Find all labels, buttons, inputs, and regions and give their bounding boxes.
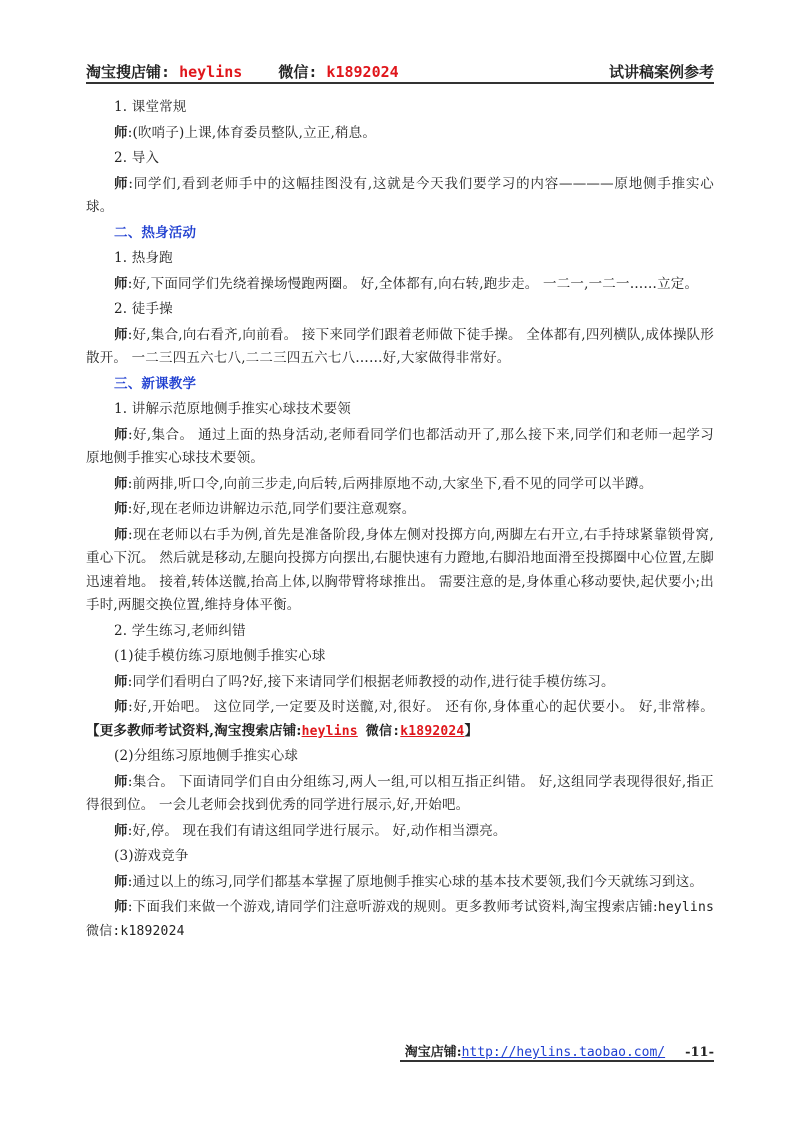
paragraph-text: :同学们看明白了吗?好,接下来请同学们根据老师教授的动作,进行徒手模仿练习。 (127, 673, 615, 690)
page-header (86, 56, 714, 84)
speaker: 师 (114, 175, 129, 192)
paragraph (86, 820, 714, 844)
paragraph (86, 122, 714, 146)
contact-tail: heylins 微信:k1892024 (86, 900, 714, 939)
paragraph: 2. 导入 (114, 150, 160, 166)
paragraph-text: :下面我们来做一个游戏,请同学们注意听游戏的规则。更多教师考试资料,淘宝搜索店铺: (127, 899, 658, 915)
paragraph: 1. 热身跑 (114, 250, 173, 266)
paragraph: (1)徒手模仿练习原地侧手推实心球 (114, 648, 326, 664)
page-number: -11- (685, 1045, 714, 1060)
paragraph (86, 324, 714, 371)
speaker: 师 (114, 124, 128, 141)
page-footer (400, 1038, 714, 1062)
speaker: 师 (114, 873, 128, 890)
speaker: 师 (114, 822, 128, 839)
paragraph-text: :(吹哨子)上课,体育委员整队,立正,稍息。 (127, 124, 377, 141)
speaker: 师 (114, 526, 128, 543)
paragraph: 1. 讲解示范原地侧手推实心球技术要领 (114, 401, 351, 417)
paragraph (86, 524, 714, 618)
promo-note (86, 723, 478, 739)
paragraph-text: :好,现在老师边讲解边示范,同学们要注意观察。 (127, 501, 416, 517)
paragraph (86, 671, 714, 695)
paragraph (86, 896, 714, 943)
paragraph: (2)分组练习原地侧手推实心球 (114, 748, 299, 764)
paragraph-text: :好,开始吧。 这位同学,一定要及时送髋,对,很好。 还有你,身体重心的起伏要小。 好,非常棒。 (128, 699, 714, 715)
paragraph (86, 473, 714, 497)
speaker: 师 (114, 275, 128, 292)
speaker: 师 (114, 326, 128, 343)
paragraph (86, 871, 714, 895)
section-heading: 二、热身活动 (114, 224, 197, 241)
promo-shop-link[interactable]: heylins (301, 723, 358, 739)
paragraph (86, 771, 714, 818)
speaker: 师 (114, 673, 128, 690)
section-heading: 三、新课教学 (114, 375, 197, 392)
paragraph-text: :通过以上的练习,同学们都基本掌握了原地侧手推实心球的基本技术要领,我们今天就练习到这。 (127, 873, 704, 890)
header-left (86, 61, 399, 82)
shop-label: 淘宝搜店铺: (86, 63, 171, 81)
document-body (86, 96, 714, 945)
wechat-id: k1892024 (326, 63, 399, 81)
shop-name: heylins (179, 63, 243, 81)
paragraph-text: :好,集合。 通过上面的热身活动,老师看同学们也都活动开了,那么接下来,同学们和老师一起学习原地侧手推实心球技术要领。 (86, 426, 714, 466)
wechat-label: 微信: (278, 63, 318, 81)
paragraph-text: :现在老师以右手为例,首先是准备阶段,身体左侧对投掷方向,两脚左右开立,右手持球紧靠锁骨窝,重心下沉。 然后就是移动,左腿向投掷方向摆出,右腿快速有力蹬地,右脚沿地面滑至投掷圈中心位置,左脚迅速着地。 接着,转体送髋,抬高上体,以胸带臂将球推出。 需要注意的是,身体重心移动要快,起伏要小;出手时,两腿交换位置,维持身体平衡。 (86, 526, 714, 613)
speaker: 师 (114, 475, 128, 492)
paragraph (86, 696, 714, 743)
paragraph-text: :好,停。 现在我们有请这组同学进行展示。 好,动作相当漂亮。 (127, 822, 507, 839)
paragraph-text: :同学们,看到老师手中的这幅挂图没有,这就是今天我们要学习的内容————原地侧手推实心球。 (86, 175, 715, 215)
paragraph-text: :好,下面同学们先绕着操场慢跑两圈。 好,全体都有,向右转,跑步走。 一二一,一二一……立定。 (127, 275, 699, 292)
paragraph-text: :集合。 下面请同学们自由分组练习,两人一组,可以相互指正纠错。 好,这组同学表现得很好,指正得很到位。 一会儿老师会找到优秀的同学进行展示,好,开始吧。 (86, 773, 714, 813)
promo-suffix: 】 (464, 722, 479, 739)
speaker: 师 (114, 699, 129, 715)
paragraph-text: :前两排,听口令,向前三步走,向后转,后两排原地不动,大家坐下,看不见的同学可以半蹲。 (127, 475, 653, 492)
paragraph-text: :好,集合,向右看齐,向前看。 接下来同学们跟着老师做下徒手操。 全体都有,四列横队,成体操队形散开。 一二三四五六七八,二二三四五六七八……好,大家做得非常好。 (86, 326, 715, 366)
paragraph: 2. 徒手操 (114, 301, 173, 317)
speaker: 师 (114, 426, 128, 443)
paragraph (86, 424, 714, 471)
paragraph (86, 173, 714, 220)
promo-wechat-link[interactable]: k1892024 (400, 723, 465, 739)
paragraph (86, 273, 714, 297)
shop-url-link[interactable]: http://heylins.taobao.com/ (461, 1045, 666, 1060)
speaker: 师 (114, 899, 128, 915)
paragraph: 2. 学生练习,老师纠错 (114, 622, 246, 639)
promo-prefix: 【更多教师考试资料,淘宝搜索店铺: (86, 722, 302, 739)
speaker: 师 (114, 501, 128, 517)
paragraph (86, 498, 714, 522)
footer-label: 淘宝店铺: (404, 1045, 462, 1060)
promo-wechat-label: 微信: (357, 723, 401, 739)
paragraph: (3)游戏竞争 (114, 848, 189, 864)
doc-title: 试讲稿案例参考 (608, 63, 714, 81)
paragraph: 1. 课堂常规 (114, 99, 187, 115)
speaker: 师 (114, 773, 128, 790)
